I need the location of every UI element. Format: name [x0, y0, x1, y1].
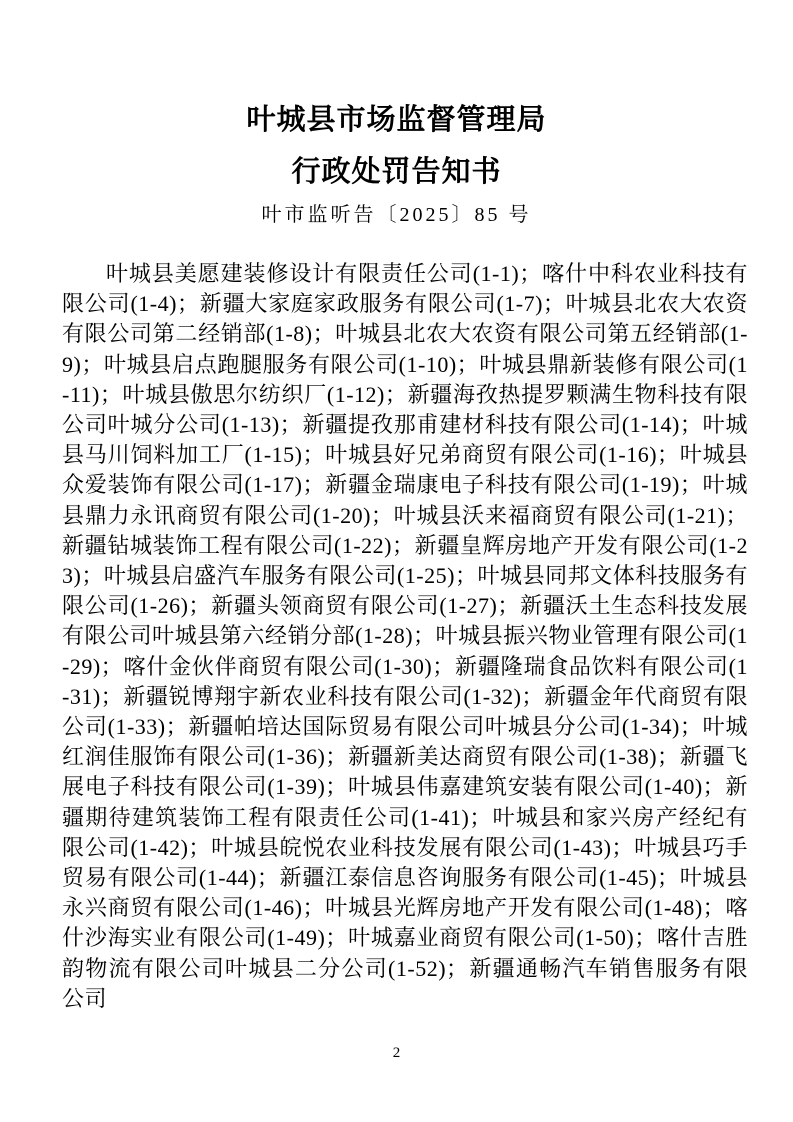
document-title-line1: 叶城县市场监督管理局	[246, 104, 547, 136]
page-number: 2	[392, 1045, 401, 1061]
document-body-paragraph: 叶城县美愿建装修设计有限责任公司(1-1)；喀什中科农业科技有限公司(1-4)；新疆大家庭家政服务有限公司(1-7)；叶城县北农大农资有限公司第二经销部(1-8)；叶城县北农大农资有限公司第五经销部(1-9)；叶城县启点跑腿服务有限公司(1-10)；叶城县鼎新装修有限公司(1-11)；叶城县傲思尔纺织厂(1-12)；新疆海孜热提罗颗满生物科技有限公司叶城分公司(1-13)；新疆提孜那甫建材科技有限公司(1-14)；叶城县马川饲料加工厂(1-15)；叶城县好兄弟商贸有限公司(1-16)；叶城县众爱装饰有限公司(1-17)；新疆金瑞康电子科技有限公司(1-19)；叶城县鼎力永讯商贸有限公司(1-20)；叶城县沃来福商贸有限公司(1-21)；新疆钻城装饰工程有限公司(1-22)；新疆皇辉房地产开发有限公司(1-23)；叶城县启盛汽车服务有限公司(1-25)；叶城县同邦文体科技服务有限公司(1-26)；新疆头领商贸有限公司(1-27)；新疆沃土生态科技发展有限公司叶城县第六经销分部(1-28)；叶城县振兴物业管理有限公司(1-29)；喀什金伙伴商贸有限公司(1-30)；新疆隆瑞食品饮料有限公司(1-31)；新疆锐博翔宇新农业科技有限公司(1-32)；新疆金年代商贸有限公司(1-33)；新疆帕培达国际贸易有限公司叶城县分公司(1-34)；叶城红润佳服饰有限公司(1-36)；新疆新美达商贸有限公司(1-38)；新疆飞展电子科技有限公司(1-39)；叶城县伟嘉建筑安装有限公司(1-40)；新疆期待建筑装饰工程有限责任公司(1-41)；叶城县和家兴房产经纪有限公司(1-42)；叶城县皖悦农业科技发展有限公司(1-43)；叶城县巧手贸易有限公司(1-44)；新疆江泰信息咨询服务有限公司(1-45)；叶城县永兴商贸有限公司(1-46)；叶城县光辉房地产开发有限公司(1-48)；喀什沙海实业有限公司(1-49)；叶城嘉业商贸有限公司(1-50)；喀什吉胜韵物流有限公司叶城县二分公司(1-52)；新疆通畅汽车销售服务有限公司	[62, 261, 748, 1011]
document-title-line2: 行政处罚告知书	[291, 156, 502, 188]
document-number: 叶市监听告〔2025〕85 号	[261, 204, 532, 226]
